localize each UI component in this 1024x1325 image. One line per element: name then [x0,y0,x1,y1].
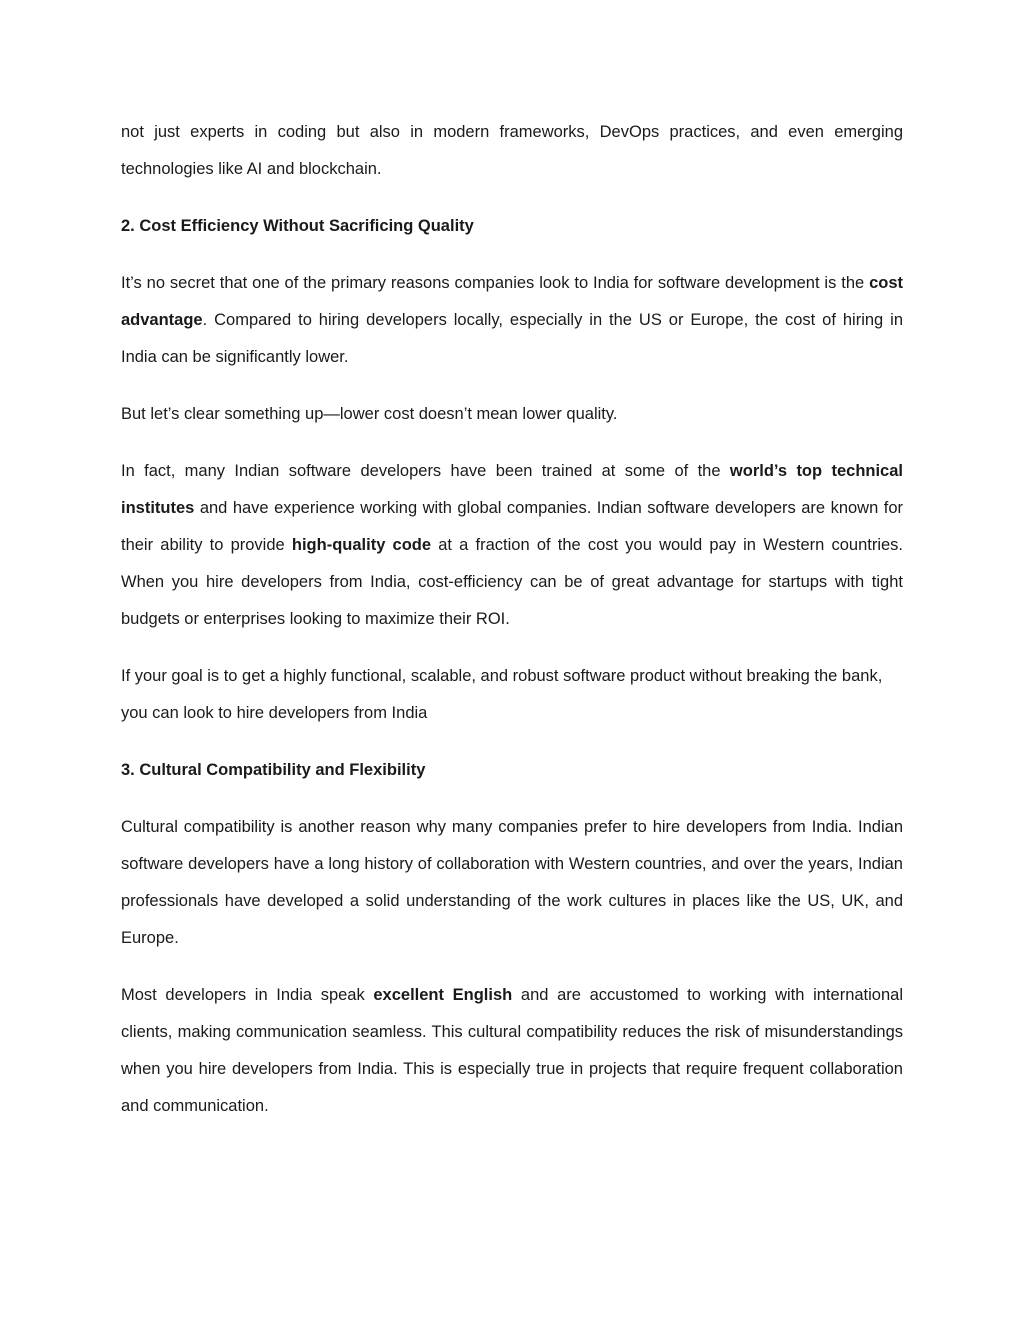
bold-excellent-english: excellent English [373,986,513,1004]
paragraph-text: In fact, many Indian software developers have been trained at some of the [121,462,730,480]
paragraph-text: and are accustomed to working with international clients, making communication seamless. This cultural compatibility reduces the risk of misunderstandings when you hire developers from India. This is especially true in projects that require frequent collaboration and communication. [121,986,903,1115]
paragraph-intro-continuation [121,114,903,188]
paragraph-lower-cost [121,396,903,433]
paragraph-text: Most developers in India speak [121,986,374,1004]
section-heading-cultural-compatibility: 3. Cultural Compatibility and Flexibility [121,761,426,779]
paragraph-text: If your goal is to get a highly functional, scalable, and robust software product without breaking the bank, you can look to hire developers from India [121,667,883,722]
bold-cost-advantage: cost advantage [121,274,903,329]
document-page [121,114,903,1145]
paragraph-text: . Compared to hiring developers locally, especially in the US or Europe, the cost of hiring in India can be significantly lower. [121,311,903,366]
paragraph-text: not just experts in coding but also in modern frameworks, DevOps practices, and even emerging technologies like AI and blockchain. [121,123,903,178]
paragraph-text: and have experience working with global companies. Indian software developers are known for their ability to provide [121,499,903,554]
paragraph-cultural-compatibility [121,809,903,957]
paragraph-text: Cultural compatibility is another reason why many companies prefer to hire developers from India. Indian software developers have a long history of collaboration with Western countries, and over the years, Indian professionals have developed a solid understanding of the work cultures in places like the US, UK, and Europe. [121,818,903,947]
bold-top-institutes: world’s top technical institutes [121,462,903,517]
paragraph-goal [121,658,903,732]
paragraph-trained-developers [121,453,903,638]
paragraph-text: It’s no secret that one of the primary reasons companies look to India for software development is the [121,274,870,292]
paragraph-excellent-english [121,977,903,1125]
paragraph-text: But let’s clear something up—lower cost doesn’t mean lower quality. [121,405,618,423]
section-heading-cost-efficiency: 2. Cost Efficiency Without Sacrificing Quality [121,217,474,235]
bold-high-quality-code: high-quality code [291,536,432,554]
paragraph-cost-advantage [121,265,903,376]
paragraph-text: at a fraction of the cost you would pay in Western countries. When you hire developers from India, cost-efficiency can be of great advantage for startups with tight budgets or enterprises looking to maximize their ROI. [121,536,904,628]
